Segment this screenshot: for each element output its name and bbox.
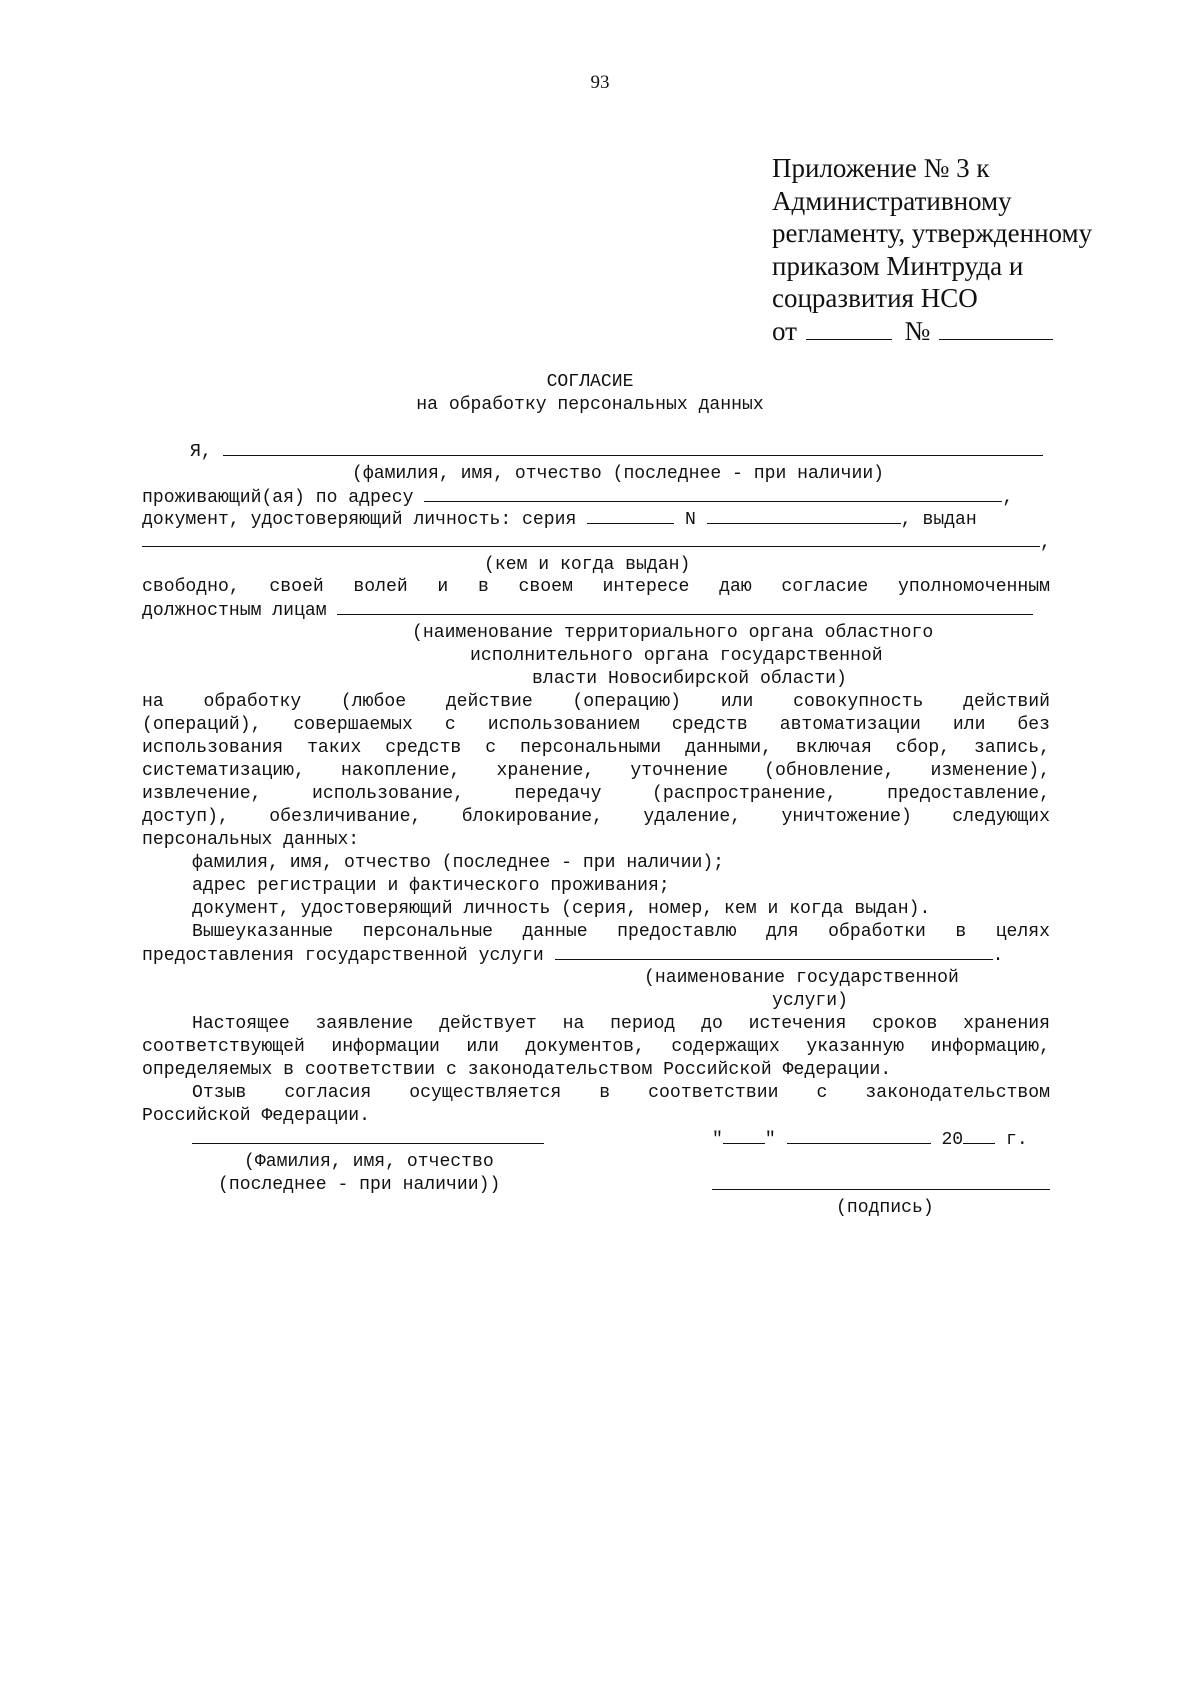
document-title: СОГЛАСИЕ [546, 372, 634, 392]
year-blank [963, 1128, 995, 1144]
signature-caption: (подпись) [836, 1198, 934, 1218]
address-line: проживающий(ая) по адресу , [142, 488, 1014, 508]
doc-number-blank [707, 508, 901, 524]
number-sign: N [685, 510, 696, 530]
org-caption: (наименование территориального органа областного [412, 623, 934, 643]
document-subtitle: на обработку персональных данных [416, 395, 764, 415]
name-caption: (Фамилия, имя, отчество [244, 1152, 494, 1172]
processing-line: персональных данных: [142, 830, 360, 850]
revocation-line: Российской Федерации. [142, 1106, 371, 1126]
validity-line: определяемых в соответствии с законодательством Российской Федерации. [142, 1060, 892, 1080]
page-number: 93 [590, 72, 610, 93]
data-item: адрес регистрации и фактического проживания; [192, 876, 670, 896]
name-caption: (последнее - при наличии)) [218, 1175, 501, 1195]
issued-label: , выдан [900, 510, 977, 530]
address-blank [424, 486, 1002, 502]
org-caption: власти Новосибирской области) [532, 669, 847, 689]
processing-line: использования таких средств с персональными данными, включая сбор, запись, [142, 738, 1050, 758]
year-prefix: 20 [941, 1130, 964, 1150]
signature-line [712, 1174, 1050, 1196]
address-label: проживающий(ая) по адресу [142, 488, 414, 508]
service-caption: услуги) [772, 991, 849, 1011]
issued-line: , [142, 531, 1051, 553]
issued-caption: (кем и когда выдан) [484, 555, 691, 575]
fio-blank [223, 440, 1043, 456]
from-label: от [772, 315, 797, 346]
consent-line: свободно, своей волей и в своем интересе даю согласие уполномоченным [142, 577, 1050, 597]
purpose-line: Вышеуказанные персональные данные предоставлю для обработки в целях [192, 922, 1050, 942]
series-blank [587, 508, 674, 524]
processing-line: извлечение, использование, передачу (распространение, предоставление, [142, 784, 1050, 804]
date-line: " " 20 г. [712, 1130, 1028, 1150]
i-label: Я, [190, 442, 212, 462]
fio-caption: (фамилия, имя, отчество (последнее - при наличии) [352, 464, 885, 484]
year-suffix: г. [1006, 1130, 1028, 1150]
name-blank [192, 1128, 544, 1144]
service-blank [555, 944, 993, 960]
appendix-line: Приложение № 3 к [772, 153, 990, 183]
revocation-line: Отзыв согласия осуществляется в соответствии с законодательством [192, 1083, 1050, 1103]
service-caption: (наименование государственной [644, 968, 959, 988]
service-line: предоставления государственной услуги . [142, 946, 1004, 966]
appendix-line: приказом Минтруда и [772, 250, 1024, 281]
service-label: предоставления государственной услуги [142, 946, 544, 966]
month-blank [787, 1128, 931, 1144]
appendix-line: Административному [772, 185, 1012, 216]
appendix-line: регламенту, утвержденному [772, 218, 1093, 248]
name-signature-line [192, 1128, 544, 1150]
document-line [142, 508, 977, 530]
day-blank [723, 1128, 765, 1144]
fio-line [190, 440, 1043, 462]
appendix-date-number [772, 315, 1192, 348]
data-item: фамилия, имя, отчество (последнее - при наличии); [192, 853, 725, 873]
processing-line: на обработку (любое действие (операцию) или совокупность действий [142, 692, 1050, 712]
validity-line: Настоящее заявление действует на период до истечения сроков хранения [192, 1014, 1050, 1034]
validity-line: соответствующей информации или документов, содержащих указанную информацию, [142, 1037, 1050, 1057]
appendix-block [772, 152, 1192, 347]
officials-label: должностным лицам [142, 601, 327, 621]
processing-line: (операций), совершаемых с использованием средств автоматизации или без [142, 715, 1050, 735]
appendix-line: соцразвития НСО [772, 283, 978, 313]
data-item: документ, удостоверяющий личность (серия, номер, кем и когда выдан). [192, 899, 931, 919]
officials-blank [337, 599, 1033, 615]
document-label: документ, удостоверяющий личность: серия [142, 510, 577, 530]
date-blank [806, 317, 892, 340]
signature-blank [712, 1174, 1050, 1190]
issued-blank [142, 531, 1040, 547]
processing-line: доступ), обезличивание, блокирование, удаление, уничтожение) следующих [142, 807, 1050, 827]
officials-line [142, 599, 1033, 621]
processing-line: систематизацию, накопление, хранение, уточнение (обновление, изменение), [142, 761, 1050, 781]
number-blank [939, 317, 1053, 340]
number-label: № [904, 315, 931, 346]
org-caption: исполнительного органа государственной [470, 646, 883, 666]
